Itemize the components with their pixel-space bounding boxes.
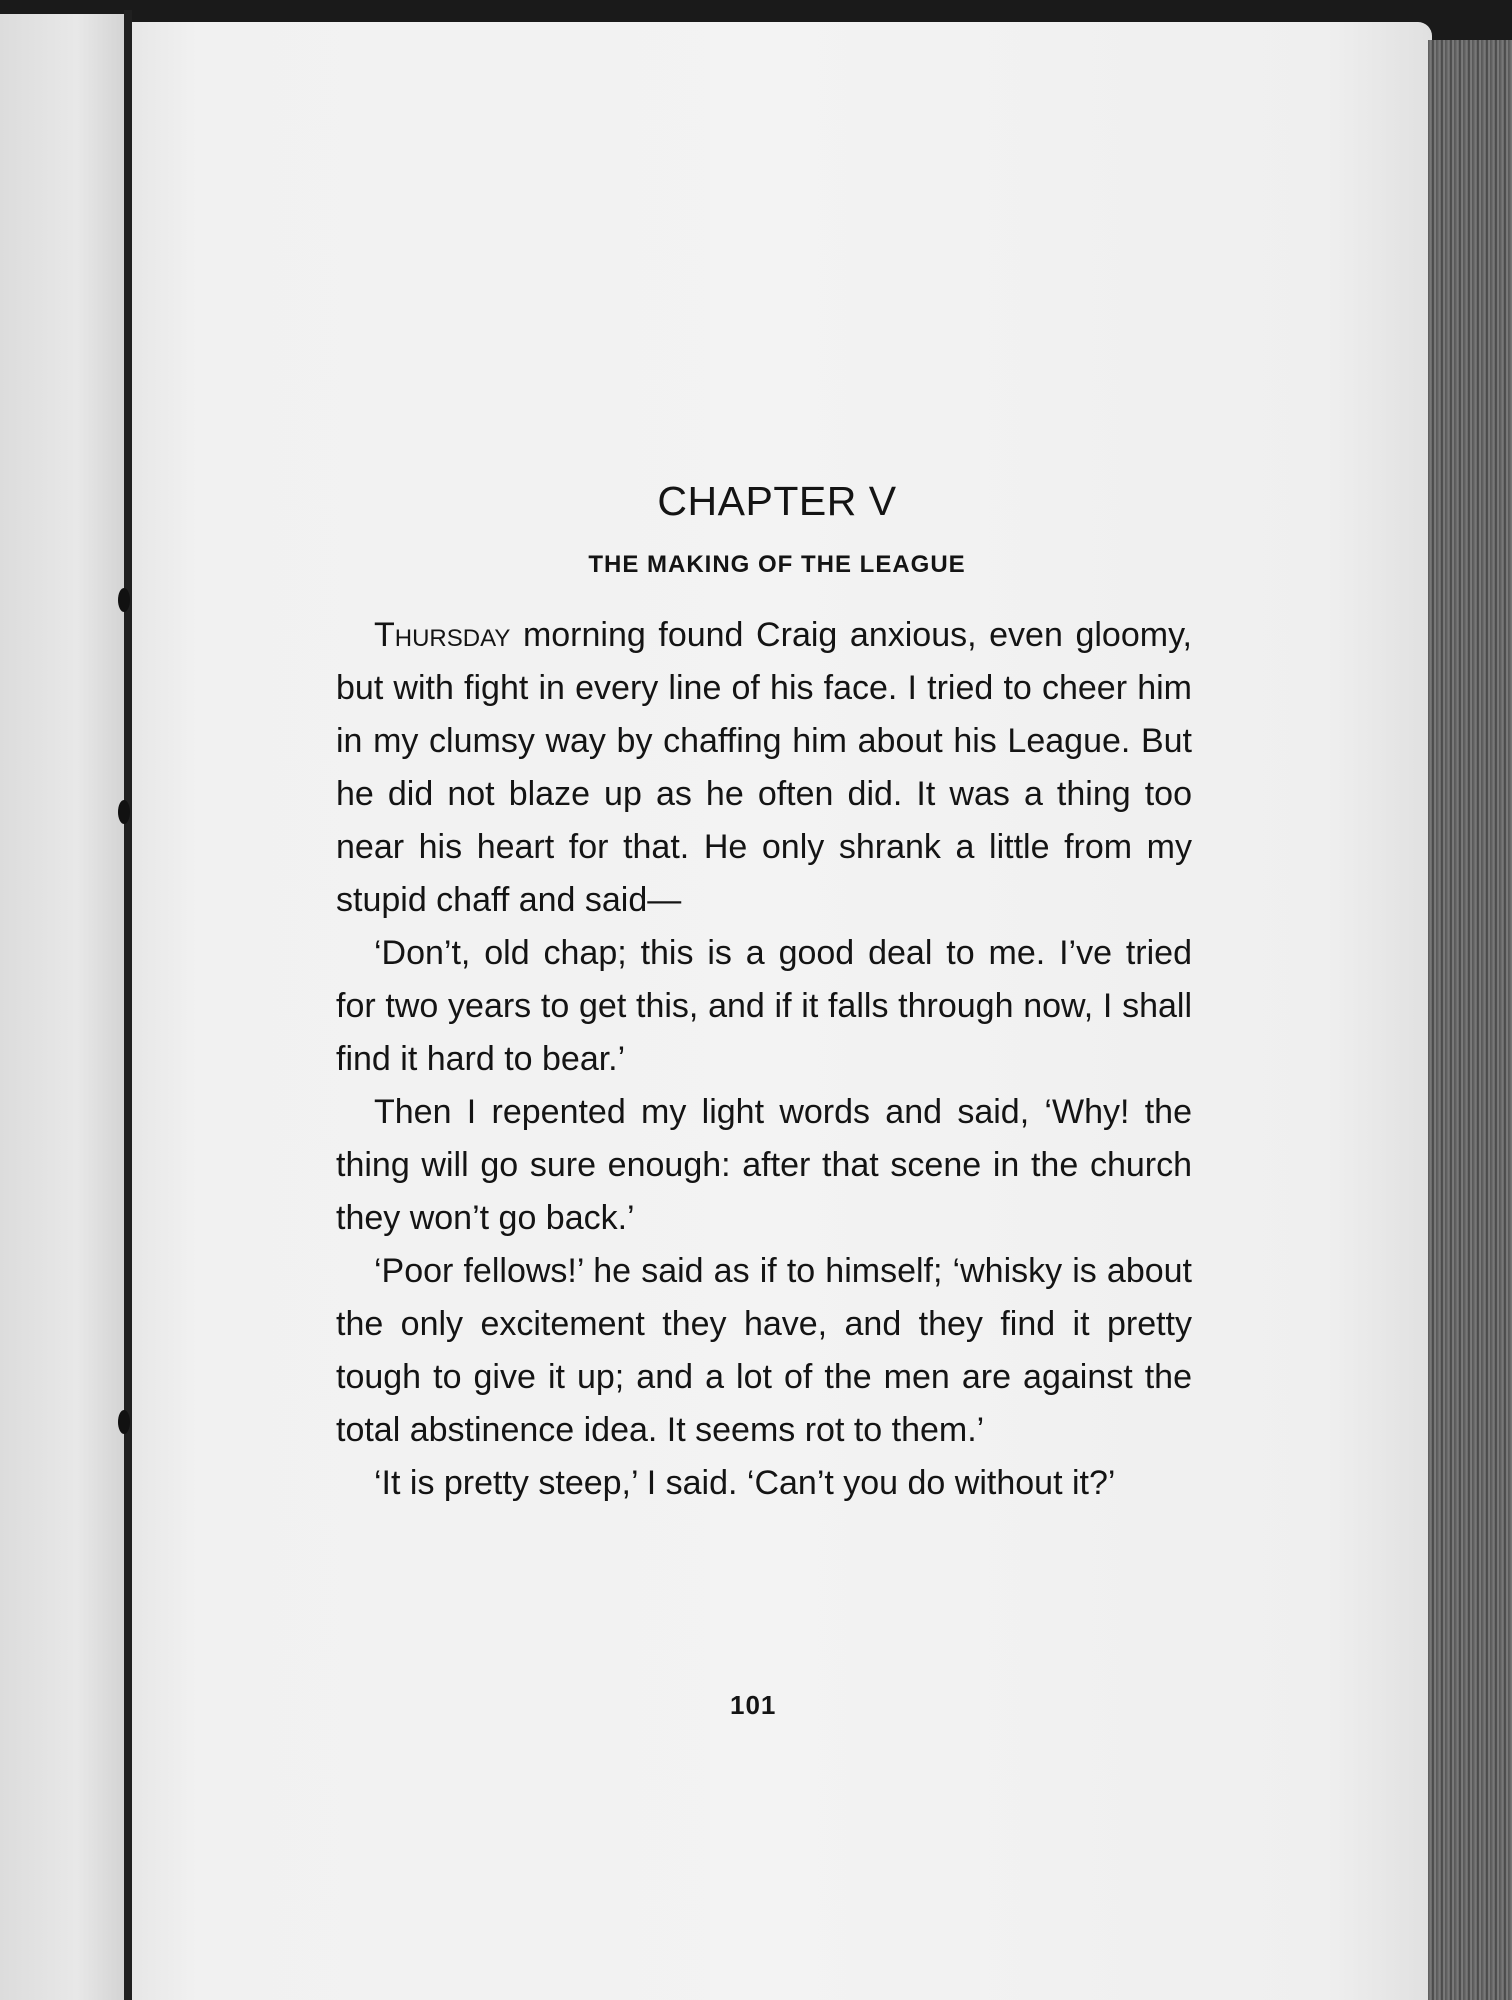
chapter-subtitle: THE MAKING OF THE LEAGUE [588, 551, 966, 578]
left-page-edge [0, 14, 128, 2000]
page-text [336, 478, 1192, 1510]
paragraph [336, 609, 1192, 927]
binding-stitch [118, 588, 130, 612]
paragraph: ‘Poor fellows!’ he said as if to himself; ‘whisky is about the only excitement they have, and they find it pretty tough to give it up; and a lot of the men are against the total abstinence idea. It seems rot to them.’ [336, 1252, 1192, 1449]
paragraph: ‘It is pretty steep,’ I said. ‘Can’t you do without it?’ [374, 1464, 1116, 1502]
chapter-title: CHAPTER V [657, 478, 897, 524]
book-gutter [124, 10, 132, 2000]
paragraph-text: morning found Craig anxious, even gloomy, but with fight in every line of his face. I tried to cheer him in my clumsy way by chaffing him about his League. But he did not blaze up as he often did. It was a thing too near his heart for that. He only shrank a little from my stupid chaff and said— [336, 616, 1192, 919]
paragraph: Then I repented my light words and said, ‘Why! the thing will go sure enough: after that scene in the church they won’t go back.’ [336, 1093, 1192, 1237]
paragraph-lead-word: Thursday [374, 616, 511, 654]
page-number: 101 [730, 1690, 777, 1720]
binding-stitch [118, 1410, 130, 1434]
page-stack-edges [1428, 40, 1512, 2000]
paragraph: ‘Don’t, old chap; this is a good deal to me. I’ve tried for two years to get this, and if it falls through now, I shall find it hard to bear.’ [336, 934, 1192, 1078]
binding-stitch [118, 800, 130, 824]
